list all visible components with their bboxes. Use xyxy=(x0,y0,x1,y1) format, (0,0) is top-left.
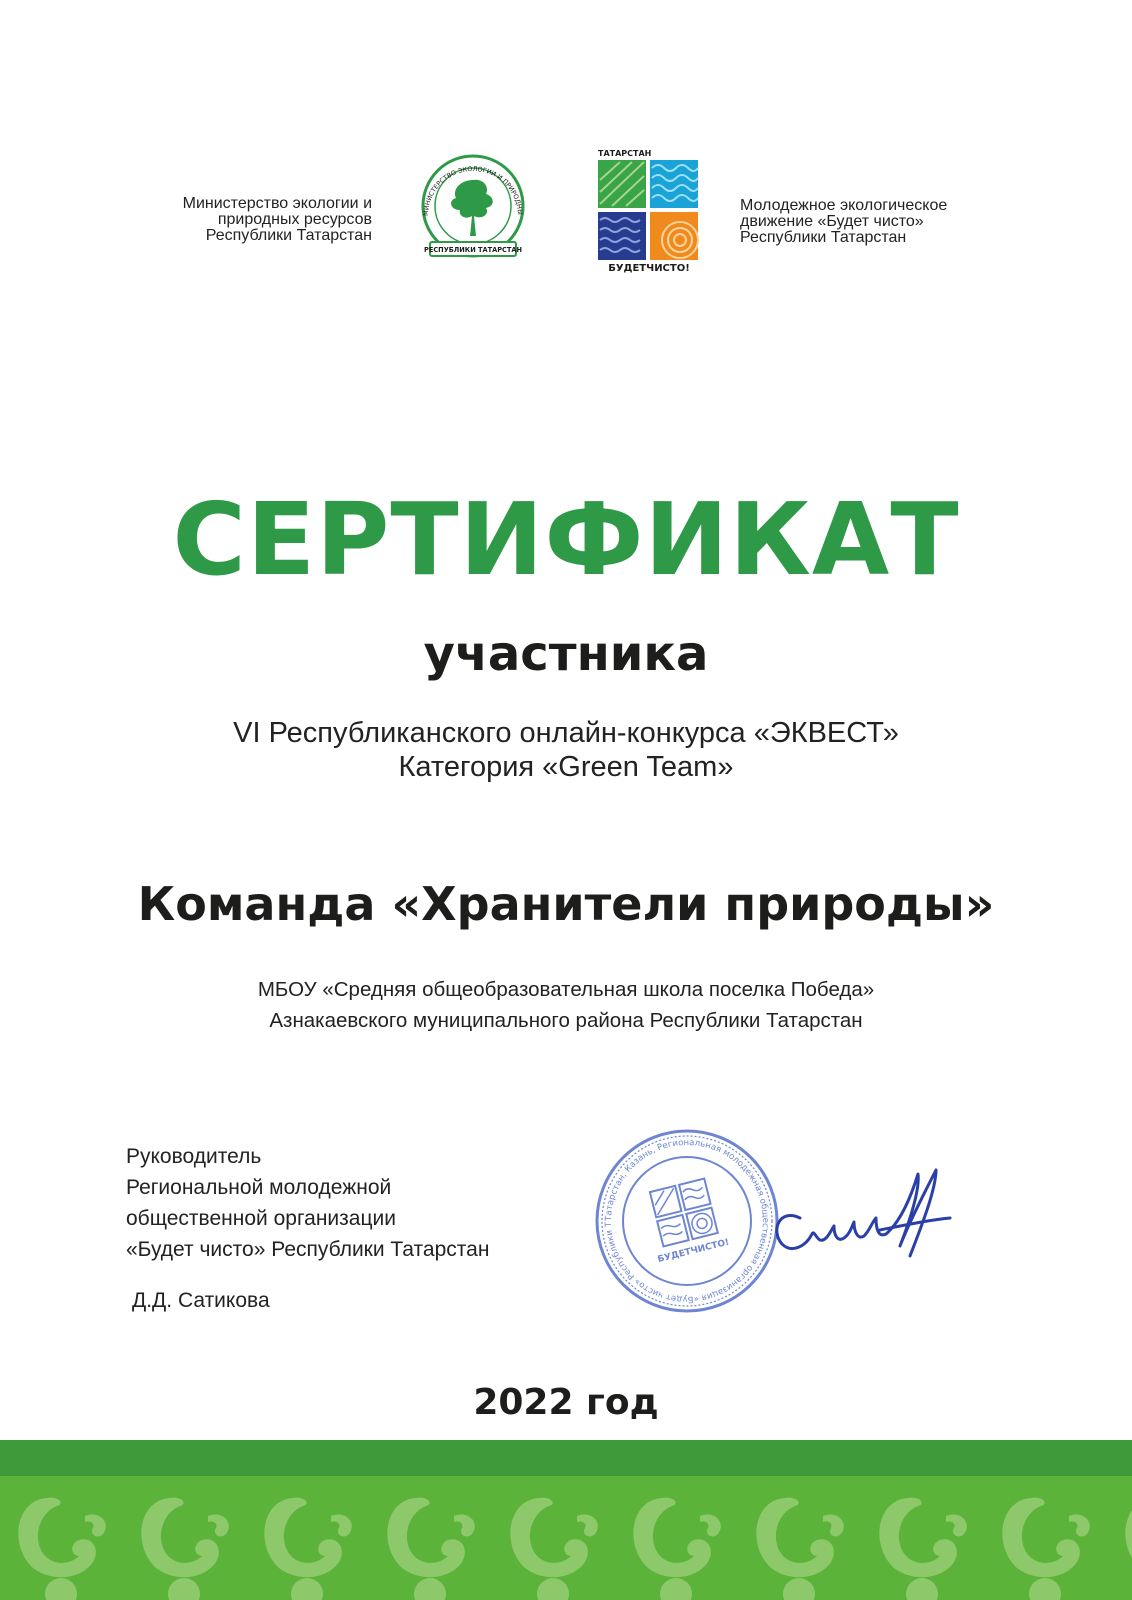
footer-ornament-dot xyxy=(291,1578,323,1600)
contest-info xyxy=(0,716,1132,784)
footer-ornament-swirl xyxy=(387,1498,465,1578)
ministry-name-line: Республики Татарстан xyxy=(205,227,372,244)
footer-ornament-swirl xyxy=(18,1498,96,1578)
signatory-name: Д.Д. Сатикова xyxy=(132,1289,270,1312)
movement-name-line: Республики Татарстан xyxy=(740,229,907,246)
movement-name-line: движение «Будет чисто» xyxy=(740,213,924,230)
footer-ornament-dot xyxy=(906,1578,938,1600)
footer-band-top xyxy=(0,1440,1132,1476)
ministry-name xyxy=(90,196,372,244)
signatory-position xyxy=(126,1141,596,1265)
stamp-ring-text: Татарстан, Казань, Региональная молодежная общественная организация «Будет чисто» Республики Т xyxy=(603,1137,771,1305)
stamp-center-text: БУДЕТЧИСТО! xyxy=(656,1237,731,1266)
footer-ornament-dot xyxy=(414,1578,446,1600)
certificate-subtitle: участника xyxy=(423,626,709,682)
ministry-logo-ring-text: МИНИСТЕРСТВО ЭКОЛОГИИ И ПРИРОДНЫ xyxy=(421,164,525,217)
budet-chisto-logo-top-text: ТАТАРСТАН xyxy=(598,149,652,158)
footer-ornament-dot xyxy=(537,1578,569,1600)
school-name: МБОУ «Средняя общеобразовательная школа поселка Победа» xyxy=(257,978,875,1001)
movement-name-line: Молодежное экологическое xyxy=(740,197,948,214)
footer-ornament-curl xyxy=(208,1515,229,1537)
footer-ornament-swirl xyxy=(264,1498,342,1578)
ministry-name-line: природных ресурсов xyxy=(217,211,372,228)
footer-ornament-curl xyxy=(577,1515,598,1537)
ministry-logo-banner-text: РЕСПУБЛИКИ ТАТАРСТАН xyxy=(424,246,522,254)
school-district: Азнакаевского муниципального района Республики Татарстан xyxy=(269,1009,863,1032)
signature xyxy=(760,1160,960,1270)
certificate-title: СЕРТИФИКАТ xyxy=(172,481,960,598)
footer-ornament-curl xyxy=(331,1515,352,1537)
footer-ornament-curl xyxy=(1069,1515,1090,1537)
signatory-position-line: «Будет чисто» Республики Татарстан xyxy=(126,1238,490,1261)
budet-chisto-logo-bottom-text: БУДЕТЧИСТО! xyxy=(608,263,690,274)
footer-ornament-dot xyxy=(1029,1578,1061,1600)
movement-name xyxy=(740,198,1040,246)
team-name: Команда «Хранители природы» xyxy=(137,877,995,931)
budet-chisto-logo xyxy=(596,148,702,274)
footer-ornament-swirl xyxy=(756,1498,834,1578)
footer-ornament-dot xyxy=(45,1578,77,1600)
footer-ornament-swirl xyxy=(510,1498,588,1578)
footer-ornament-curl xyxy=(454,1515,475,1537)
footer-ornament-swirl xyxy=(1002,1498,1080,1578)
footer-ornament-dot xyxy=(660,1578,692,1600)
certificate-year: 2022 год xyxy=(473,1382,659,1423)
footer-ornament-curl xyxy=(946,1515,967,1537)
contest-category: Категория «Green Team» xyxy=(398,751,734,783)
footer-ornament-swirl xyxy=(141,1498,219,1578)
footer-ornament-dot xyxy=(168,1578,200,1600)
footer-ornament-swirl xyxy=(1125,1498,1132,1578)
ministry-name-line: Министерство экологии и xyxy=(182,195,372,212)
signatory-position-line: Руководитель xyxy=(126,1145,262,1168)
official-stamp xyxy=(592,1126,782,1316)
footer-ornament-dot xyxy=(783,1578,815,1600)
school-info xyxy=(0,974,1132,1036)
signatory-position-line: Региональной молодежной xyxy=(126,1176,392,1199)
footer-ornament-swirl xyxy=(633,1498,711,1578)
footer-ornament-swirl xyxy=(879,1498,957,1578)
signatory-position-line: общественной организации xyxy=(126,1207,396,1230)
footer-ornament-curl xyxy=(700,1515,721,1537)
contest-name: VI Республиканского онлайн-конкурса «ЭКВЕСТ» xyxy=(233,717,899,749)
footer-ornament xyxy=(0,1476,1132,1600)
footer-ornament-curl xyxy=(85,1515,106,1537)
footer-ornament-curl xyxy=(823,1515,844,1537)
ministry-logo xyxy=(410,150,536,266)
